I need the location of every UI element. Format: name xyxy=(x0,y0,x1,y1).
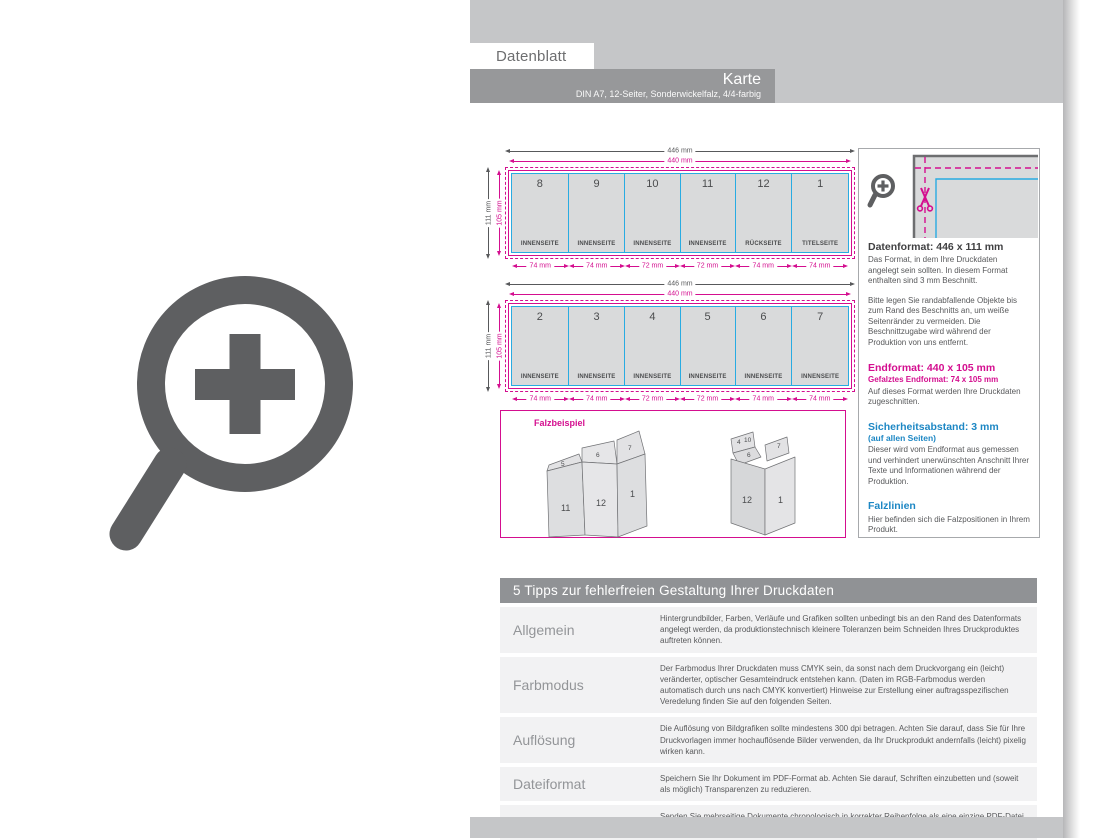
panel-page-number: 1 xyxy=(817,178,824,190)
tip-text: Die Auflösung von Bildgrafiken sollte mindestens 300 dpi betragen. Achten Sie darauf, dass Sie für Ihre Druckvorlagen immer hochauflösende Bilder verwenden, da Ihr Druckprodukt andernfalls (leicht) pixelig wirken kann. xyxy=(660,724,1026,756)
datenblatt-tab xyxy=(470,43,594,69)
panel-page-type: INNENSEITE xyxy=(801,374,840,380)
product-subtitle: DIN A7, 12-Seiter, Sonderwickelfalz, 4/4-farbig xyxy=(575,89,761,99)
width-dimensions xyxy=(505,146,855,166)
fold-page-number: 7 xyxy=(777,443,781,450)
panel-page-type: TITELSEITE xyxy=(802,241,839,247)
panel-width-dimensions xyxy=(512,261,848,271)
panel-page-number: 12 xyxy=(757,178,770,190)
fold-page-number: 12 xyxy=(742,495,753,505)
zoom-plus-icon xyxy=(100,272,370,567)
card-diagram-back-side xyxy=(483,146,855,271)
card-panel xyxy=(681,307,736,385)
panel-width-dimension: 72 mm xyxy=(680,394,735,404)
panel-width-dimension: 72 mm xyxy=(625,261,680,271)
card-panels xyxy=(511,306,849,386)
card-panel xyxy=(792,307,848,385)
corner-detail-preview xyxy=(859,149,1039,238)
card-diagram-inner-side xyxy=(483,279,855,404)
tip-label: Dateiformat xyxy=(513,776,586,793)
panel-width-dimension: 74 mm xyxy=(735,394,792,404)
panel-width-dimension: 74 mm xyxy=(792,394,849,404)
tip-label: Auflösung xyxy=(513,732,576,749)
panel-width-dimension: 72 mm xyxy=(625,394,680,404)
safety-margin-subheading: (auf allen Seiten) xyxy=(868,432,937,443)
panel-width-dimension: 74 mm xyxy=(735,261,792,271)
panel-width-dimension: 74 mm xyxy=(569,394,626,404)
panel-page-number: 2 xyxy=(536,311,543,323)
bleed-outline xyxy=(505,300,855,392)
safety-margin-heading: Sicherheitsabstand: 3 mm xyxy=(868,420,999,433)
tips-table-header xyxy=(500,578,1037,603)
panel-page-type: INNENSEITE xyxy=(633,374,672,380)
safety-margin-paragraph: Dieser wird vom Endformat aus gemessen und verhindert unerwünschten Anschnitt Ihrer Texte und Informationen während der Produktion. xyxy=(868,445,1029,486)
card-panel xyxy=(569,307,626,385)
product-title: Karte xyxy=(722,71,761,88)
tips-table-rows xyxy=(500,607,1037,840)
fold-page-number: 1 xyxy=(778,495,784,505)
panel-page-type: INNENSEITE xyxy=(688,241,727,247)
card-panel xyxy=(736,307,793,385)
falzlinien-paragraph: Hier befinden sich die Falzpositionen in Ihrem Produkt. xyxy=(868,514,1030,535)
endformat-subheading: Gefalztes Endformat: 74 x 105 mm xyxy=(868,374,999,384)
tip-text: Hintergrundbilder, Farben, Verläufe und Grafiken sollten unbedingt bis an den Rand des Datenformats angelegt werden, da produktionstechnisch kleinere Toleranzen beim Schneiden Ihres Druckproduktes auftreten können. xyxy=(660,614,1022,646)
panel-page-type: RÜCKSEITE xyxy=(745,241,782,247)
card-panel xyxy=(512,307,569,385)
card-panel xyxy=(736,174,793,252)
width-dimensions xyxy=(505,279,855,299)
footer-band xyxy=(470,817,1063,838)
panel-width-dimension: 74 mm xyxy=(569,261,626,271)
fold-page-number: 6 xyxy=(747,452,751,459)
fold-example-box xyxy=(500,410,846,538)
panel-page-type: INNENSEITE xyxy=(688,374,727,380)
card-panels xyxy=(511,173,849,253)
tips-table-title: 5 Tipps zur fehlerfreien Gestaltung Ihrer Druckdaten xyxy=(513,583,835,598)
panel-page-number: 9 xyxy=(593,178,600,190)
datenformat-width-dimension: 446 mm xyxy=(505,146,855,156)
tip-text: Der Farbmodus Ihrer Druckdaten muss CMYK sein, da sonst nach dem Druckvorgang ein (leicht) veränderter, optischer Gesamteindruck entstehen kann. (Daten im RGB-Farbmodus werden automatisch durch uns nach CMYK konvertiert) Hinweise zur Erstellung einer auftragsspezifischen Veredelung finden Sie auf den folgenden Seiten. xyxy=(660,663,1009,707)
card-panel xyxy=(512,174,569,252)
tip-row xyxy=(500,657,1037,714)
panel-page-number: 10 xyxy=(646,178,659,190)
endformat-height-dimension: 105 mm xyxy=(494,303,505,389)
card-panel xyxy=(625,307,680,385)
panel-page-number: 4 xyxy=(649,311,656,323)
card-panel xyxy=(569,174,626,252)
panel-page-number: 5 xyxy=(704,311,711,323)
datenformat-paragraph-1: Das Format, in dem Ihre Druckdaten angelegt sein sollten. In diesem Format enthalten sind 3 mm Beschnitt. xyxy=(868,255,1008,286)
tip-row xyxy=(500,717,1037,763)
product-title-bar xyxy=(470,69,775,103)
panel-page-type: INNENSEITE xyxy=(744,374,783,380)
panel-page-type: INNENSEITE xyxy=(633,241,672,247)
fold-page-number: 6 xyxy=(596,452,600,459)
panel-width-dimension: 74 mm xyxy=(512,261,569,271)
card-panel xyxy=(792,174,848,252)
endformat-width-dimension: 440 mm xyxy=(509,156,851,166)
panel-page-number: 6 xyxy=(760,311,767,323)
endformat-heading: Endformat: 440 x 105 mm xyxy=(868,362,996,375)
trim-outline xyxy=(508,303,852,389)
panel-width-dimension: 72 mm xyxy=(680,261,735,271)
panel-page-type: INNENSEITE xyxy=(520,241,559,247)
datenformat-paragraph-2: Bitte legen Sie randabfallende Objekte bis zum Rand des Beschnitts an, um weiße Seitenränder zu vermeiden. Die Beschnittzugabe wird während der Produktion von uns entfernt. xyxy=(868,295,1017,347)
fold-page-number: 1 xyxy=(630,489,636,499)
tips-table xyxy=(500,578,1037,840)
bleed-outline xyxy=(505,167,855,259)
fold-page-number: 11 xyxy=(561,503,571,513)
fold-page-number: 5 xyxy=(561,461,565,468)
datasheet-page xyxy=(470,0,1063,838)
fold-page-number: 7 xyxy=(628,445,632,452)
datenformat-heading: Datenformat: 446 x 111 mm xyxy=(868,241,1004,253)
zoom-plus-small-icon xyxy=(866,173,898,211)
page-shadow xyxy=(1063,0,1080,838)
bleed-corner-detail-graphic xyxy=(906,150,1038,238)
tip-label: Farbmodus xyxy=(513,676,584,693)
panel-page-type: INNENSEITE xyxy=(520,374,559,380)
panel-page-number: 3 xyxy=(593,311,600,323)
tip-row xyxy=(500,607,1037,653)
fold-page-number: 12 xyxy=(596,498,607,508)
fold-example-right-illustration xyxy=(701,423,811,537)
endformat-paragraph: Auf dieses Format werden Ihre Druckdaten zugeschnitten. xyxy=(868,386,1021,407)
panel-page-number: 8 xyxy=(536,178,543,190)
datenformat-width-dimension: 446 mm xyxy=(505,279,855,289)
fold-example-title: Falzbeispiel xyxy=(534,418,586,428)
endformat-height-dimension: 105 mm xyxy=(494,170,505,256)
fold-page-number: 4 xyxy=(737,439,741,446)
panel-width-dimension: 74 mm xyxy=(512,394,569,404)
endformat-width-dimension: 440 mm xyxy=(509,289,851,299)
tip-row xyxy=(500,767,1037,801)
tip-text: Speichern Sie Ihr Dokument im PDF-Format ab. Achten Sie darauf, Schriften einzubetten und (soweit als möglich) Transparenzen zu reduzieren. xyxy=(660,773,1019,795)
panel-page-type: INNENSEITE xyxy=(577,241,616,247)
panel-page-number: 7 xyxy=(817,311,824,323)
fold-example-left-illustration xyxy=(529,421,679,539)
tip-label: Allgemein xyxy=(513,621,575,638)
falzlinien-heading: Falzlinien xyxy=(868,500,916,513)
datenformat-height-dimension: 111 mm xyxy=(483,300,494,392)
panel-width-dimensions xyxy=(512,394,848,404)
datenformat-height-dimension: 111 mm xyxy=(483,167,494,259)
datenblatt-tab-label: Datenblatt xyxy=(496,47,567,65)
card-panel xyxy=(625,174,680,252)
format-info-panel xyxy=(858,148,1040,538)
panel-width-dimension: 74 mm xyxy=(792,261,849,271)
card-panel xyxy=(681,174,736,252)
fold-page-number: 10 xyxy=(744,437,752,444)
panel-page-type: INNENSEITE xyxy=(577,374,616,380)
panel-page-number: 11 xyxy=(701,178,714,190)
trim-outline xyxy=(508,170,852,256)
